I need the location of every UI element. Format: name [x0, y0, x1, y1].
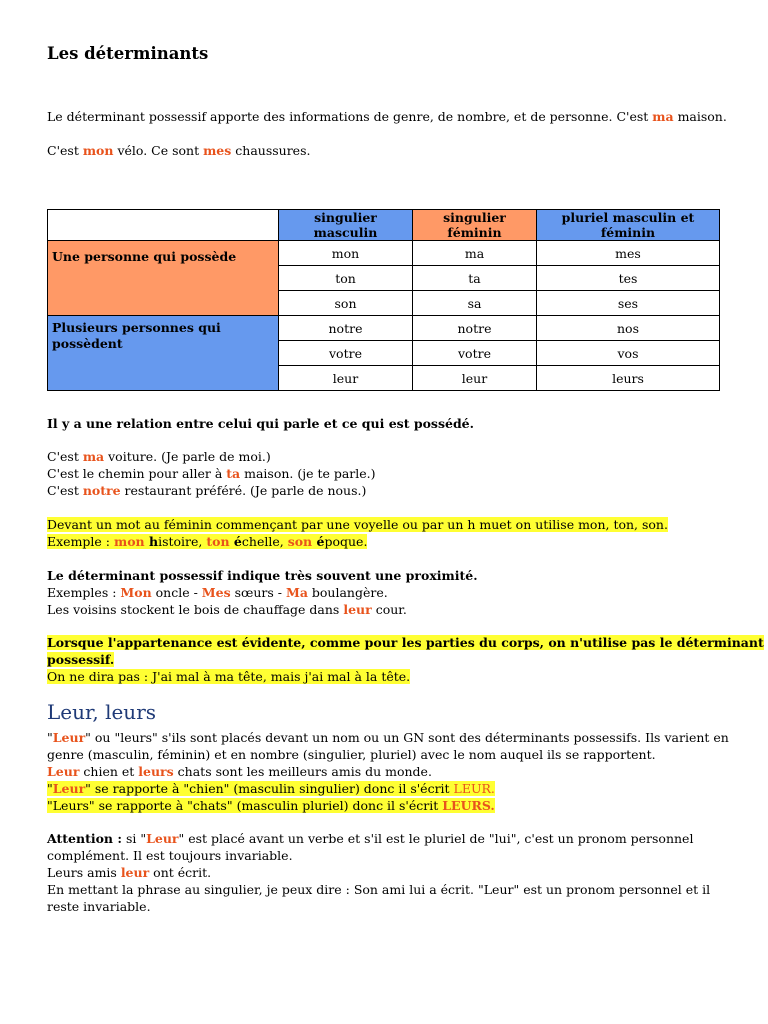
leur-example — [47, 763, 432, 780]
table-cell: tes — [537, 266, 720, 291]
intro-line-2 — [47, 142, 310, 159]
text: Les voisins stockent le bois de chauffage dans — [47, 602, 344, 617]
text: voiture. (Je parle de moi.) — [104, 449, 271, 464]
table-cell: vos — [537, 341, 720, 366]
table-cell: notre — [413, 316, 537, 341]
table-cell: votre — [279, 341, 413, 366]
text: chelle, — [241, 534, 288, 549]
highlight-word: mes — [203, 143, 232, 158]
highlight-word: LEUR. — [453, 781, 495, 796]
bold-letter: é — [229, 534, 242, 549]
text: " se rapporte à "chien" (masculin singulier) donc il s'écrit — [85, 781, 454, 796]
highlight-word: Mon — [120, 585, 152, 600]
corps-rule-line-2 — [47, 651, 114, 668]
bold-letter: é — [312, 534, 325, 549]
relation-example-2 — [47, 465, 376, 482]
highlighted-text — [47, 534, 367, 549]
highlight-word: ton — [206, 534, 230, 549]
attention-line-2: complément. Il est toujours invariable. — [47, 848, 293, 863]
highlight-word: mon — [82, 143, 114, 158]
voyelle-example — [47, 533, 367, 550]
header-singulier-masculin: singulier masculin — [279, 210, 413, 241]
leur-para-line-1 — [47, 729, 729, 746]
highlight-word: ma — [82, 449, 105, 464]
text: Exemple : — [47, 534, 114, 549]
highlighted-text: On ne dira pas : J'ai mal à ma tête, mais j'ai mal à la tête. — [47, 669, 411, 684]
highlight-word: notre — [82, 483, 121, 498]
text: Leurs amis — [47, 865, 121, 880]
text: C'est le chemin pour aller à — [47, 466, 227, 481]
text: vélo. Ce sont — [113, 143, 204, 158]
highlighted-text: Lorsque l'appartenance est évidente, comme pour les parties du corps, on n'utilise pas le déterminant — [47, 635, 764, 650]
relation-example-1 — [47, 448, 271, 465]
text: Exemples : — [47, 585, 121, 600]
highlight-word: Leur — [47, 764, 80, 779]
table-cell: ses — [537, 291, 720, 316]
text: maison. (je te parle.) — [240, 466, 376, 481]
table-cell: leurs — [537, 366, 720, 391]
table-cell: leur — [279, 366, 413, 391]
highlight-word: leurs — [138, 764, 174, 779]
header-singulier-feminin: singulier féminin — [413, 210, 537, 241]
proximite-examples — [47, 584, 388, 601]
highlighted-text: Devant un mot au féminin commençant par une voyelle ou par un h muet on utilise mon, ton, son. — [47, 517, 668, 532]
row-label-une-personne: Une personne qui possède — [48, 241, 279, 316]
text: "Leurs" se rapporte à "chats" (masculin pluriel) donc il s'écrit — [47, 798, 443, 813]
relation-heading: Il y a une relation entre celui qui parle et ce qui est possédé. — [47, 416, 474, 431]
table-cell: mon — [279, 241, 413, 266]
header-pluriel: pluriel masculin et féminin — [537, 210, 720, 241]
corps-rule-line-1 — [47, 634, 764, 651]
highlight-word: leur — [120, 865, 150, 880]
relation-example-3 — [47, 482, 366, 499]
table-row — [48, 241, 720, 266]
intro-line-1 — [47, 108, 727, 125]
attention-line-1 — [47, 830, 693, 847]
text: Le déterminant possessif apporte des informations de genre, de nombre, et de personne. C'est — [47, 109, 653, 124]
table-cell: nos — [537, 316, 720, 341]
highlight-word: LEURS. — [442, 798, 495, 813]
highlight-word: ta — [226, 466, 241, 481]
highlight-word: Ma — [285, 585, 308, 600]
text: cour. — [371, 602, 407, 617]
text: ont écrit. — [149, 865, 212, 880]
text: chien et — [79, 764, 139, 779]
table-cell: notre — [279, 316, 413, 341]
voyelle-rule — [47, 516, 668, 533]
text: " est placé avant un verbe et s'il est le pluriel de "lui", c'est un pronom personnel — [178, 831, 694, 846]
page-title: Les déterminants — [47, 44, 209, 63]
highlight-word: leur — [343, 602, 372, 617]
highlight-word: son — [287, 534, 313, 549]
text: C'est — [47, 483, 83, 498]
text: C'est — [47, 143, 83, 158]
table-cell: sa — [413, 291, 537, 316]
text: oncle - — [151, 585, 202, 600]
table-corner-cell — [48, 210, 279, 241]
row-label-plusieurs-personnes: Plusieurs personnes qui possèdent — [48, 316, 279, 391]
highlighted-text — [47, 781, 495, 796]
highlighted-text — [47, 798, 495, 813]
attention-label: Attention : — [47, 831, 122, 846]
text: " ou "leurs" s'ils sont placés devant un nom ou un GN sont des déterminants possessifs. Ils varient en — [85, 730, 729, 745]
text: poque. — [324, 534, 368, 549]
attention-example — [47, 864, 211, 881]
determinants-table — [47, 209, 720, 391]
text: chaussures. — [231, 143, 311, 158]
text: chats sont les meilleurs amis du monde. — [173, 764, 432, 779]
text: istoire, — [158, 534, 207, 549]
leur-explanation-2 — [47, 797, 495, 814]
leur-para-line-2: genre (masculin, féminin) et en nombre (singulier, pluriel) avec le nom auquel ils se rapportent. — [47, 747, 656, 762]
highlight-word: Leur — [52, 781, 86, 796]
highlighted-text: possessif. — [47, 652, 115, 667]
table-cell: votre — [413, 341, 537, 366]
proximite-heading: Le déterminant possessif indique très souvent une proximité. — [47, 568, 478, 583]
highlight-word: Mes — [201, 585, 231, 600]
highlight-word: mon — [113, 534, 145, 549]
corps-example — [47, 668, 410, 685]
table-cell: son — [279, 291, 413, 316]
table-row — [48, 316, 720, 341]
section-heading-leur: Leur, leurs — [47, 700, 157, 724]
leur-explanation-1 — [47, 780, 495, 797]
text: sœurs - — [230, 585, 286, 600]
attention-line-4: En mettant la phrase au singulier, je peux dire : Son ami lui a écrit. "Leur" est un pronom personnel et il — [47, 882, 711, 897]
text: C'est — [47, 449, 83, 464]
attention-line-5: reste invariable. — [47, 899, 151, 914]
table-cell: ma — [413, 241, 537, 266]
text: " — [47, 781, 53, 796]
table-cell: leur — [413, 366, 537, 391]
text: " — [47, 730, 53, 745]
proximite-sentence — [47, 601, 407, 618]
text: si " — [121, 831, 147, 846]
text: boulangère. — [307, 585, 388, 600]
table-cell: ta — [413, 266, 537, 291]
table-header-row — [48, 210, 720, 241]
highlight-word: Leur — [52, 730, 86, 745]
highlight-word: Leur — [146, 831, 179, 846]
highlight-word: ma — [652, 109, 674, 124]
table-cell: mes — [537, 241, 720, 266]
table-cell: ton — [279, 266, 413, 291]
text: maison. — [673, 109, 727, 124]
bold-letter: h — [144, 534, 159, 549]
text: restaurant préféré. (Je parle de nous.) — [120, 483, 367, 498]
